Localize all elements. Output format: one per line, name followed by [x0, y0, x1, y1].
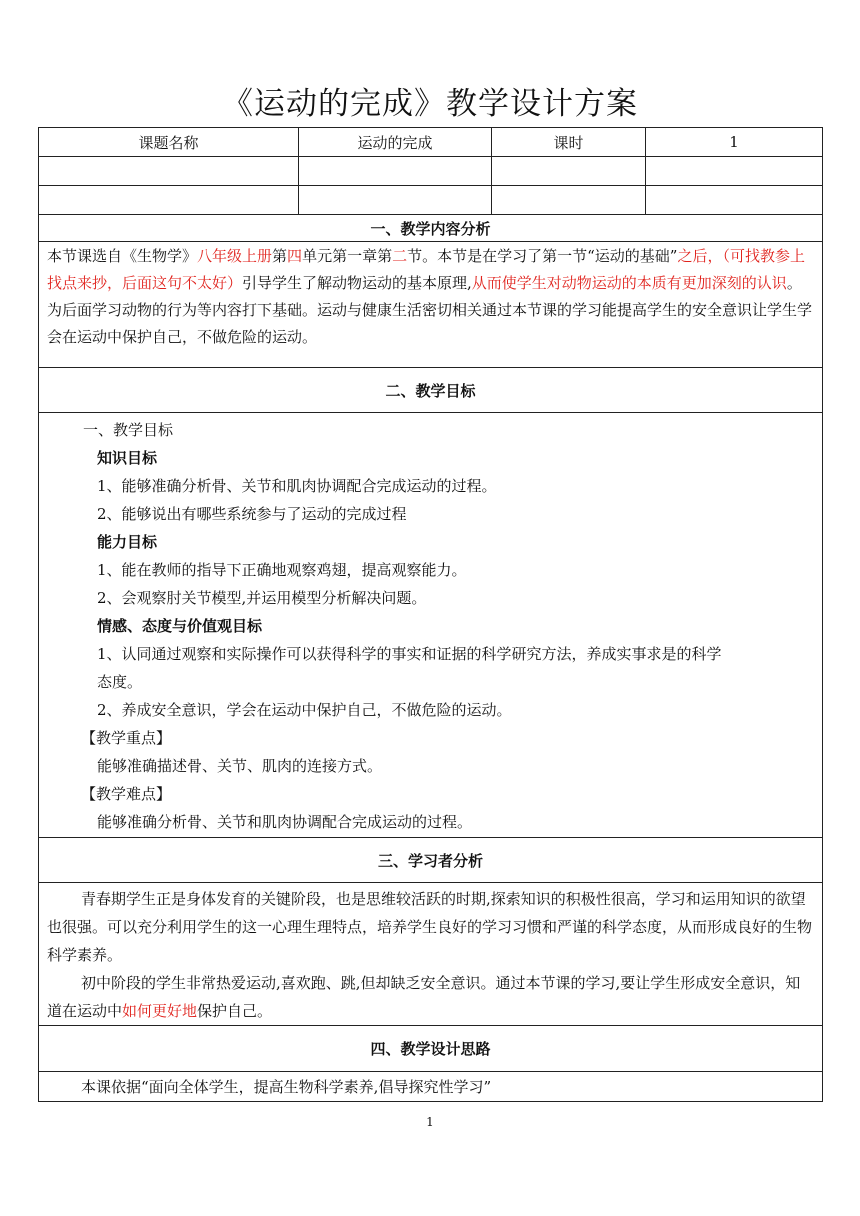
emotion-objectives-title: 情感、态度与价值观目标	[97, 617, 263, 635]
empty-cell	[39, 186, 299, 215]
text-span: 节。本节是在学习了第一节“运动的基础”	[407, 247, 678, 265]
section-header-row	[39, 215, 823, 242]
section-header-row	[39, 838, 823, 883]
ability-objectives-title: 能力目标	[97, 533, 158, 551]
text-span: 初中阶段的学生非常热爱运动,喜欢跑、跳,但却缺乏安全意识。通过本节课的学习,要让学生形成安全意识，知道在运动中	[47, 974, 801, 1020]
section-body-row	[39, 413, 823, 838]
learner-analysis-body	[39, 883, 823, 1026]
knowledge-objective-1: 1、能够准确分析骨、关节和肌肉协调配合完成运动的过程。	[97, 477, 497, 495]
section-heading-content-analysis: 一、教学内容分析	[39, 215, 823, 242]
key-point-title: 【教学重点】	[81, 729, 172, 747]
empty-cell	[299, 157, 492, 186]
section-body-row	[39, 242, 823, 368]
empty-row	[39, 186, 823, 215]
document-title: 《运动的完成》教学设计方案	[222, 86, 638, 122]
lesson-plan-table	[38, 127, 823, 1102]
section-heading-learner-analysis: 三、学习者分析	[39, 838, 823, 883]
text-span: 引导学生了解动物运动的基本原理,	[242, 274, 472, 292]
difficulty-text: 能够准确分析骨、关节和肌肉协调配合完成运动的过程。	[97, 813, 473, 831]
design-approach-body	[39, 1072, 823, 1102]
empty-cell	[39, 157, 299, 186]
section-body-row	[39, 883, 823, 1026]
empty-cell	[492, 157, 646, 186]
emotion-objective-1-cont: 态度。	[97, 673, 143, 691]
highlight-span: 二	[392, 247, 408, 265]
section-header-row	[39, 368, 823, 413]
empty-cell	[299, 186, 492, 215]
text-span: 保护自己。	[197, 1002, 273, 1020]
content-analysis-body	[39, 242, 823, 368]
section-heading-design-approach: 四、教学设计思路	[39, 1026, 823, 1072]
emotion-objective-1: 1、认同通过观察和实际操作可以获得科学的事实和证据的科学研究方法，养成实事求是的科学	[97, 645, 722, 663]
label-class-hours: 课时	[492, 128, 646, 157]
empty-row	[39, 157, 823, 186]
ability-objective-2: 2、会观察肘关节模型,并运用模型分析解决问题。	[97, 589, 427, 607]
text-span: 本节课选自《生物学》	[47, 247, 198, 265]
label-lesson-name: 课题名称	[39, 128, 299, 157]
text-span: 。为后面学习动物的行为等内容打下基础。运动与健康生活密切相关通过本节课的学习能提高学生的安全意识让学生学会在运动中保护自己，不做危险的运动。	[47, 274, 813, 346]
knowledge-objectives-title: 知识目标	[97, 449, 158, 467]
knowledge-objective-2: 2、能够说出有哪些系统参与了运动的完成过程	[97, 505, 407, 523]
empty-cell	[492, 186, 646, 215]
learner-paragraph-1: 青春期学生正是身体发育的关键阶段，也是思维较活跃的时期,探索知识的积极性很高，学习和运用知识的欲望也很强。可以充分利用学生的这一心理生理特点，培养学生良好的学习习惯和严谨的科学态度，从而形成良好的生物科学素养。	[47, 890, 813, 964]
value-class-hours: 1	[646, 128, 823, 157]
highlight-span: 之后，（可找教参上找点来抄，后面这句不太好）	[47, 247, 805, 292]
empty-cell	[646, 157, 823, 186]
ability-objective-1: 1、能在教师的指导下正确地观察鸡翅，提高观察能力。	[97, 561, 467, 579]
page-number: 1	[426, 1115, 434, 1129]
emotion-objective-2: 2、养成安全意识，学会在运动中保护自己，不做危险的运动。	[97, 701, 512, 719]
highlight-span: 八年级上册	[197, 247, 273, 265]
content-analysis-paragraph	[47, 243, 814, 351]
highlight-span: 从而使学生对动物运动的本质有更加深刻的认识	[471, 274, 787, 292]
difficulty-title: 【教学难点】	[81, 785, 172, 803]
objectives-body	[39, 413, 823, 838]
objectives-intro: 一、教学目标	[83, 421, 174, 439]
highlight-span: 如何更好地	[122, 1002, 198, 1020]
empty-cell	[646, 186, 823, 215]
text-span: 第	[272, 247, 288, 265]
learner-paragraph-2	[47, 969, 814, 1025]
info-row	[39, 128, 823, 157]
key-point-text: 能够准确描述骨、关节、肌肉的连接方式。	[97, 757, 383, 775]
design-approach-paragraph: 本课依据“面向全体学生，提高生物科学素养,倡导探究性学习”	[81, 1077, 492, 1096]
highlight-span: 四	[287, 247, 303, 265]
section-body-row	[39, 1072, 823, 1102]
section-heading-objectives: 二、教学目标	[39, 368, 823, 413]
value-lesson-name: 运动的完成	[299, 128, 492, 157]
section-header-row	[39, 1026, 823, 1072]
text-span: 单元第一章第	[302, 247, 393, 265]
